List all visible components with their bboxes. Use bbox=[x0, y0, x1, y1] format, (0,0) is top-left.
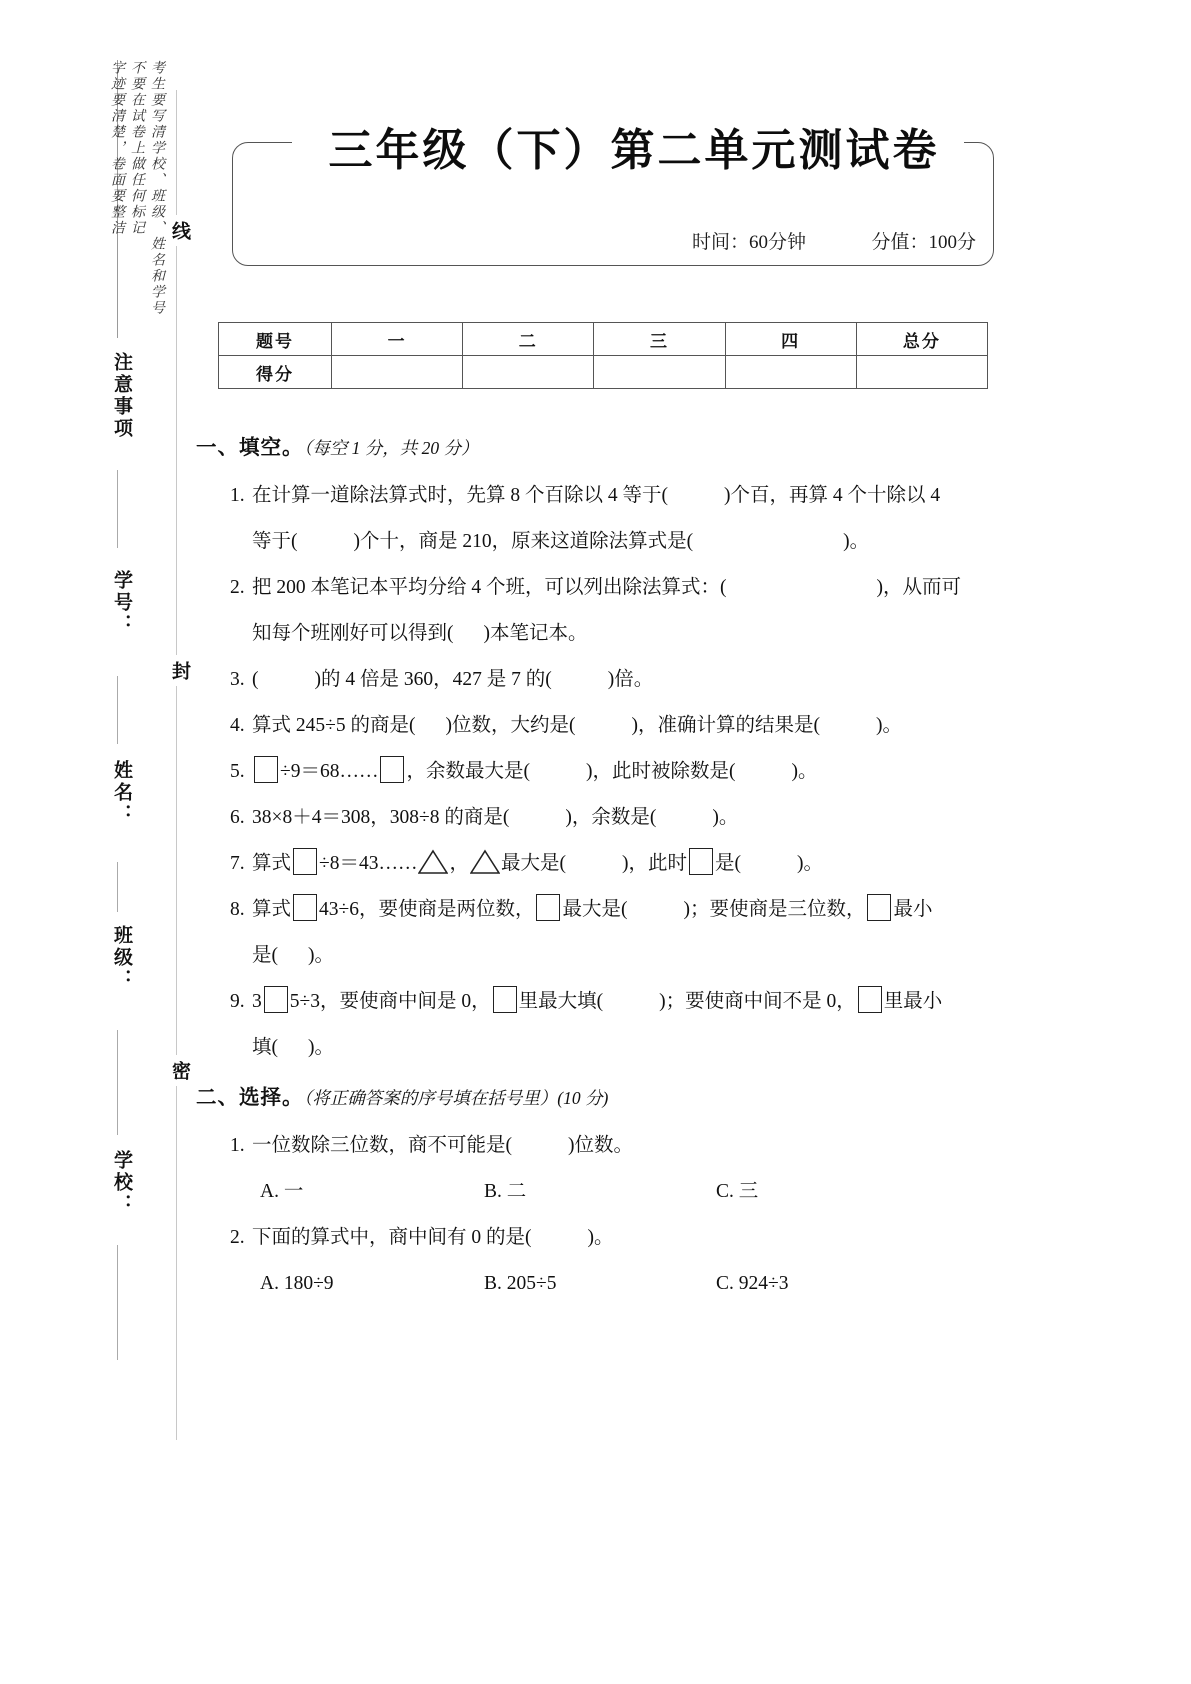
question-1-2-line2 bbox=[230, 611, 1026, 657]
answer-box-icon[interactable] bbox=[858, 986, 882, 1013]
q3-b: )的 4 倍是 360，427 是 7 的( bbox=[314, 669, 552, 690]
q2-line2-b: )本笔记本。 bbox=[483, 623, 588, 644]
answer-box-icon[interactable] bbox=[536, 894, 560, 921]
notice-line-2: 不要在试卷上做任何标记 bbox=[129, 60, 144, 236]
question-number: 1. bbox=[230, 1135, 245, 1156]
q6-b: )，余数是( bbox=[565, 807, 657, 828]
option-c[interactable]: C. 924÷3 bbox=[716, 1273, 789, 1294]
c2-b: )。 bbox=[587, 1227, 614, 1248]
question-number: 7. bbox=[230, 853, 245, 874]
margin-rule-1 bbox=[117, 470, 118, 548]
q1-line1-b: )个百，再算 4 个十除以 4 bbox=[724, 485, 941, 506]
exam-total-score: 分值：100分 bbox=[871, 232, 976, 253]
question-number: 3. bbox=[230, 669, 245, 690]
score-table-header-total: 总分 bbox=[856, 323, 987, 356]
section-1-subtitle: （每空 1 分，共 20 分） bbox=[303, 438, 479, 458]
score-table-header-question-no: 题号 bbox=[219, 323, 332, 356]
q4-c: )，准确计算的结果是( bbox=[631, 715, 820, 736]
q9-line2-a: 填( bbox=[252, 1037, 278, 1058]
seal-line bbox=[176, 90, 177, 1440]
score-table-header-2: 二 bbox=[463, 323, 594, 356]
q7-seg1: ÷8＝43…… bbox=[319, 853, 418, 874]
question-number: 2. bbox=[230, 577, 245, 598]
field-label-class: 班级： bbox=[111, 925, 132, 991]
question-number: 1. bbox=[230, 485, 245, 506]
section-1-title: 一、填空。 bbox=[196, 437, 304, 459]
question-1-9-line2 bbox=[230, 1025, 1026, 1071]
question-1-1-line2 bbox=[230, 519, 1026, 565]
q4-b: )位数，大约是( bbox=[445, 715, 576, 736]
margin-rule-5 bbox=[117, 1245, 118, 1360]
question-2-1 bbox=[230, 1123, 1026, 1169]
question-1-4 bbox=[230, 703, 1026, 749]
question-1-8-line2 bbox=[230, 933, 1026, 979]
q8-seg2: 最大是( bbox=[562, 899, 628, 920]
score-cell-total[interactable] bbox=[856, 356, 987, 389]
field-label-school: 学校： bbox=[111, 1150, 132, 1216]
q7-seg2: ， bbox=[449, 853, 469, 874]
c1-b: )位数。 bbox=[568, 1135, 633, 1156]
question-1-3 bbox=[230, 657, 1026, 703]
q8-seg0: 算式 bbox=[252, 899, 292, 920]
q5-seg4: )。 bbox=[791, 761, 818, 782]
section-heading-choice bbox=[196, 1075, 1026, 1121]
question-number: 5. bbox=[230, 761, 245, 782]
seal-char-xian: 线 bbox=[166, 215, 193, 246]
question-1-7 bbox=[230, 841, 1026, 887]
q9-seg4: 里最小 bbox=[883, 991, 943, 1012]
answer-box-icon[interactable] bbox=[493, 986, 517, 1013]
answer-box-icon[interactable] bbox=[293, 894, 317, 921]
q4-d: )。 bbox=[875, 715, 902, 736]
score-table-header-row bbox=[219, 323, 988, 356]
q7-seg5: 是( bbox=[714, 853, 741, 874]
q2-line1-a: 把 200 本笔记本平均分给 4 个班，可以列出除法算式：( bbox=[252, 577, 727, 598]
q7-seg4: )，此时 bbox=[621, 853, 687, 874]
answer-triangle-icon[interactable] bbox=[470, 849, 500, 875]
q2-line1-b: )，从而可 bbox=[876, 577, 961, 598]
option-a[interactable]: A. 180÷9 bbox=[260, 1273, 334, 1294]
question-2-1-options bbox=[230, 1169, 1026, 1215]
section-heading-fill-blank bbox=[196, 425, 1026, 471]
section-2-title: 二、选择。 bbox=[196, 1087, 304, 1109]
q3-a: ( bbox=[252, 669, 259, 690]
q8-line2-b: )。 bbox=[308, 945, 334, 966]
left-margin-column bbox=[0, 0, 200, 1684]
answer-box-icon[interactable] bbox=[254, 756, 278, 783]
q2-line2-a: 知每个班刚好可以得到( bbox=[252, 623, 454, 644]
q1-line2-c: )。 bbox=[843, 531, 870, 552]
q4-a: 算式 245÷5 的商是( bbox=[252, 715, 416, 736]
section-2-subtitle: （将正确答案的序号填在括号里）(10 分) bbox=[303, 1088, 609, 1108]
q6-c: )。 bbox=[712, 807, 739, 828]
answer-box-icon[interactable] bbox=[380, 756, 404, 783]
option-b[interactable]: B. 二 bbox=[484, 1181, 527, 1202]
title-block bbox=[232, 125, 994, 266]
q1-line2-b: )个十，商是 210，原来这道除法算式是( bbox=[353, 531, 694, 552]
q3-c: )倍。 bbox=[607, 669, 654, 690]
q7-seg6: )。 bbox=[796, 853, 823, 874]
option-b[interactable]: B. 205÷5 bbox=[484, 1273, 557, 1294]
question-number: 9. bbox=[230, 991, 245, 1012]
q5-seg2: ，余数最大是( bbox=[406, 761, 530, 782]
exam-duration: 时间：60分钟 bbox=[691, 232, 806, 253]
notice-line-3: 字迹要清楚，卷面要整洁 bbox=[109, 60, 124, 236]
score-cell-1[interactable] bbox=[332, 356, 463, 389]
question-1-1 bbox=[230, 473, 1026, 519]
seal-char-feng: 封 bbox=[166, 655, 193, 686]
q8-seg1: 43÷6，要使商是两位数， bbox=[319, 899, 535, 920]
question-1-8 bbox=[230, 887, 1026, 933]
margin-rule-2 bbox=[117, 676, 118, 744]
question-2-2-options bbox=[230, 1261, 1026, 1307]
field-label-student-id: 学号： bbox=[111, 570, 132, 636]
score-table-header-4: 四 bbox=[725, 323, 856, 356]
field-label-name: 姓名： bbox=[111, 760, 132, 826]
score-table-header-3: 三 bbox=[594, 323, 725, 356]
notice-title: 注意事项 bbox=[111, 352, 132, 440]
option-a[interactable]: A. 一 bbox=[260, 1181, 304, 1202]
margin-rule-4 bbox=[117, 1030, 118, 1135]
question-2-2 bbox=[230, 1215, 1026, 1261]
answer-box-icon[interactable] bbox=[264, 986, 288, 1013]
c2-a: 下面的算式中，商中间有 0 的是( bbox=[252, 1227, 532, 1248]
answer-box-icon[interactable] bbox=[689, 848, 713, 875]
notice-line-1: 考生要写清学校、班级、姓名和学号 bbox=[149, 60, 164, 316]
answer-box-icon[interactable] bbox=[867, 894, 891, 921]
answer-triangle-icon[interactable] bbox=[418, 849, 448, 875]
question-number: 8. bbox=[230, 899, 245, 920]
q7-seg0: 算式 bbox=[252, 853, 292, 874]
title-meta bbox=[692, 227, 976, 254]
q1-line1-a: 在计算一道除法算式时，先算 8 个百除以 4 等于( bbox=[252, 485, 668, 506]
q8-line2-a: 是( bbox=[252, 945, 278, 966]
score-cell-3[interactable] bbox=[594, 356, 725, 389]
answer-box-icon[interactable] bbox=[293, 848, 317, 875]
q9-seg2: 里最大填( bbox=[518, 991, 604, 1012]
option-c[interactable]: C. 三 bbox=[716, 1181, 759, 1202]
score-table-header-1: 一 bbox=[332, 323, 463, 356]
score-table bbox=[218, 322, 988, 389]
q9-line2-b: )。 bbox=[308, 1037, 334, 1058]
question-number: 6. bbox=[230, 807, 245, 828]
q8-seg3: )；要使商是三位数， bbox=[683, 899, 866, 920]
q5-seg3: )，此时被除数是( bbox=[585, 761, 736, 782]
question-1-9 bbox=[230, 979, 1026, 1025]
score-table-row-label: 得分 bbox=[219, 356, 332, 389]
q6-a: 38×8＋4＝308，308÷8 的商是( bbox=[252, 807, 510, 828]
q9-seg0: 3 bbox=[252, 991, 262, 1012]
question-1-2 bbox=[230, 565, 1026, 611]
q1-line2-a: 等于( bbox=[252, 531, 298, 552]
page-title: 三年级（下）第二单元测试卷 bbox=[304, 114, 964, 178]
question-number: 2. bbox=[230, 1227, 245, 1248]
question-1-6 bbox=[230, 795, 1026, 841]
score-table-value-row bbox=[219, 356, 988, 389]
q5-seg1: ÷9＝68…… bbox=[280, 761, 379, 782]
q9-seg1: 5÷3，要使商中间是 0， bbox=[289, 991, 491, 1012]
q8-seg4: 最小 bbox=[893, 899, 933, 920]
margin-rule-3 bbox=[117, 862, 118, 912]
exam-body bbox=[196, 425, 1026, 1307]
question-1-5 bbox=[230, 749, 1026, 795]
c1-a: 一位数除三位数，商不可能是( bbox=[252, 1135, 512, 1156]
score-cell-4[interactable] bbox=[725, 356, 856, 389]
seal-char-mi: 密 bbox=[166, 1055, 193, 1086]
q9-seg3: )；要使商中间不是 0， bbox=[659, 991, 856, 1012]
question-number: 4. bbox=[230, 715, 245, 736]
q7-seg3: 最大是( bbox=[500, 853, 566, 874]
score-cell-2[interactable] bbox=[463, 356, 594, 389]
